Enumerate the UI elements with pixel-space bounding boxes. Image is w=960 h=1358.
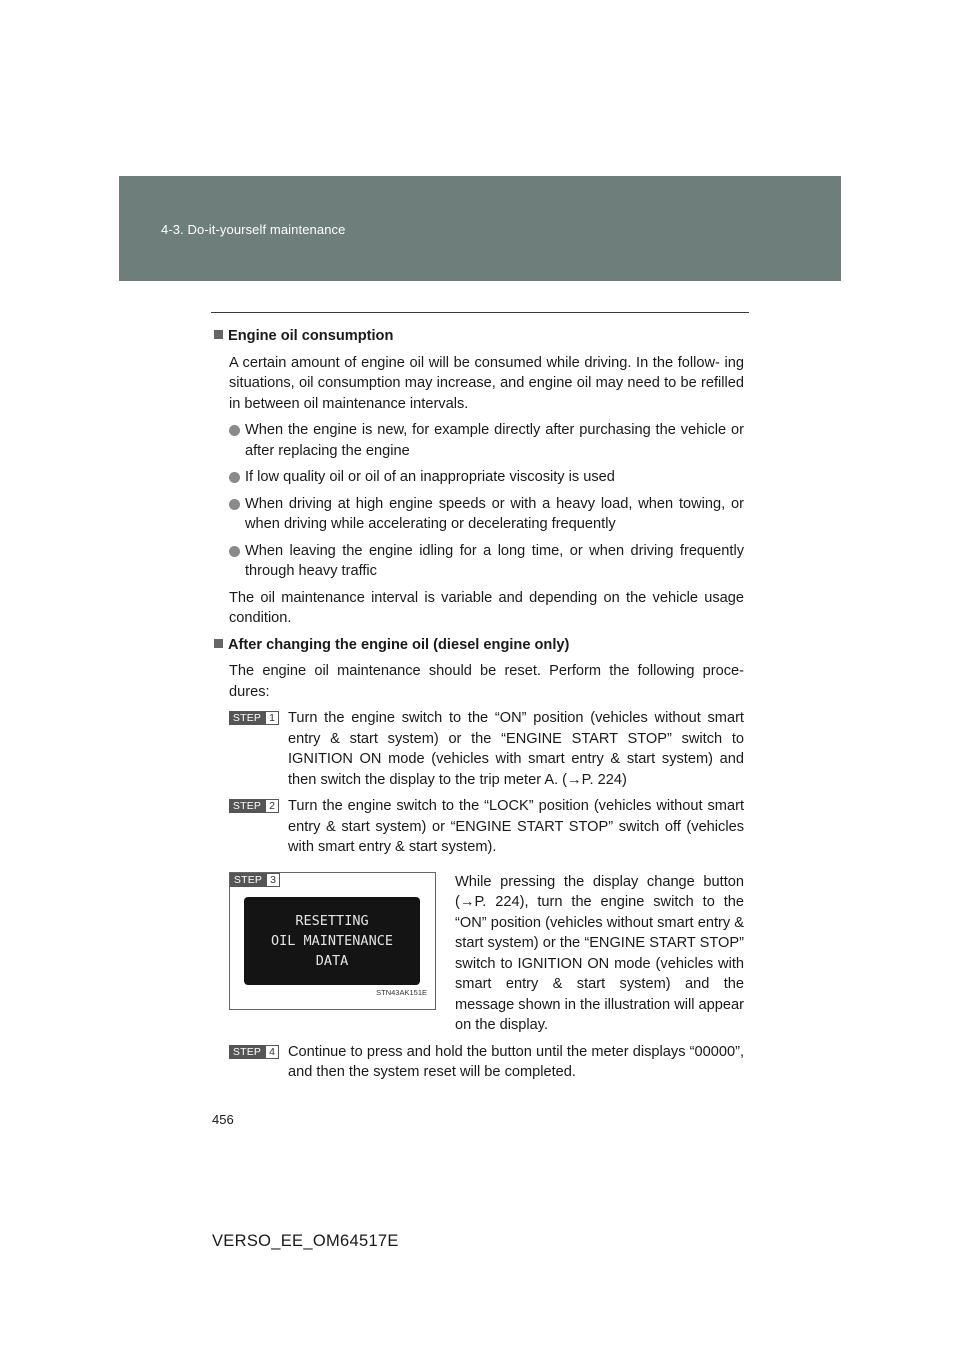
step-badge-label: STEP	[229, 711, 265, 725]
top-rule	[211, 312, 749, 313]
section-title: After changing the engine oil (diesel engine only)	[228, 636, 570, 653]
list-item	[214, 494, 744, 535]
step-badge-label: STEP	[229, 1045, 265, 1059]
step-badge	[229, 799, 279, 813]
paragraph: The oil maintenance interval is variable and depending on the vehicle usage condition.	[229, 589, 744, 626]
lcd-line: OIL MAINTENANCE	[271, 932, 393, 949]
lcd-line: DATA	[315, 952, 349, 969]
section-heading-oil-consumption	[214, 326, 744, 347]
bullet-dot-icon	[229, 546, 240, 557]
page-number: 456	[212, 1112, 234, 1127]
paragraph: The engine oil maintenance should be reset. Perform the following proce- dures:	[229, 663, 744, 700]
page-content	[214, 326, 744, 1089]
step-text: Turn the engine switch to the “ON” position (vehicles without smart entry & start system) or the “ENGINE START STOP” switch to IGNITION ON mode (vehicles with smart entry & start system) and then switch the display to the trip meter A. (→P. 224)	[288, 710, 744, 788]
step-badge-number: 3	[266, 873, 280, 887]
list-item-text: When leaving the engine idling for a long time, or when driving frequently through heavy traffic	[245, 542, 744, 579]
bullet-dot-icon	[229, 425, 240, 436]
display-illustration	[229, 872, 436, 1010]
step-badge	[230, 873, 280, 887]
step-badge-number: 4	[265, 1045, 279, 1059]
list-item	[214, 467, 744, 488]
list-item	[214, 541, 744, 582]
bullet-list	[214, 420, 744, 582]
step-2	[214, 796, 744, 858]
step-text: Continue to press and hold the button until the meter displays “00000”, and then the system reset will be completed.	[288, 1043, 744, 1080]
list-item-text: If low quality oil or oil of an inappropriate viscosity is used	[245, 469, 615, 485]
step-badge-number: 2	[265, 799, 279, 813]
chapter-title: 4-3. Do-it-yourself maintenance	[161, 222, 346, 237]
list-item-text: When driving at high engine speeds or with a heavy load, when towing, or when driving while accelerating or decelerating frequently	[245, 495, 744, 532]
step-badge-number: 1	[265, 711, 279, 725]
chapter-header	[119, 176, 841, 281]
step-4	[214, 1042, 744, 1083]
list-item	[214, 420, 744, 461]
step-badge-label: STEP	[229, 799, 265, 813]
step-3	[214, 872, 744, 1036]
lcd-line: RESETTING	[295, 912, 369, 929]
square-bullet-icon	[214, 639, 223, 648]
lcd-screen	[244, 897, 420, 985]
bullet-dot-icon	[229, 472, 240, 483]
square-bullet-icon	[214, 330, 223, 339]
section-title: Engine oil consumption	[228, 328, 394, 344]
paragraph: A certain amount of engine oil will be consumed while driving. In the follow- ing situations, oil consumption may increase, and engine oil may need to be refilled in between oil maintenance intervals.	[229, 354, 744, 412]
illustration-code: STN43AK151E	[376, 988, 427, 997]
step-badge	[229, 711, 279, 725]
section-heading-after-changing-oil	[214, 635, 744, 656]
list-item-text: When the engine is new, for example directly after purchasing the vehicle or after replacing the engine	[245, 422, 744, 459]
document-code: VERSO_EE_OM64517E	[212, 1232, 399, 1250]
step-badge-label: STEP	[230, 873, 266, 887]
bullet-dot-icon	[229, 499, 240, 510]
step-badge	[229, 1045, 279, 1059]
step-text: While pressing the display change button (→P. 224), turn the engine switch to the “ON” position (vehicles without smart entry & start system) or the “ENGINE START STOP” switch to IGNITION ON mode (vehicles with smart entry & start system) and the message shown in the illustration will appear on the display.	[455, 873, 744, 1033]
step-text: Turn the engine switch to the “LOCK” position (vehicles without smart entry & start system) or “ENGINE START STOP” switch off (vehicles with smart entry & start system).	[288, 798, 744, 855]
step-1	[214, 708, 744, 790]
